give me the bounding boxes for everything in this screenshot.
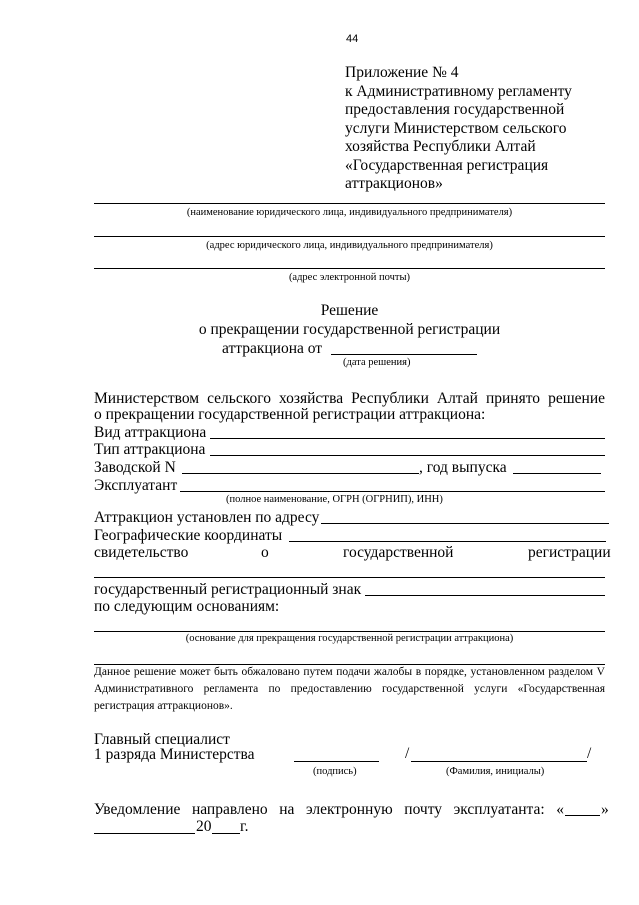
year-field[interactable]	[513, 473, 601, 474]
tip-field[interactable]	[210, 455, 605, 456]
annex-line: хозяйства Республики Алтай	[345, 138, 536, 155]
year-prefix: 20	[196, 818, 212, 835]
annex-line: к Административному регламенту	[345, 82, 572, 100]
legal-entity-caption: (наименование юридического лица, индивидуального предпринимателя)	[186, 207, 513, 218]
decision-subtitle: о прекращении государственной регистрации	[198, 321, 501, 338]
tip-label: Тип аттракциона	[94, 441, 206, 458]
page-number: 44	[346, 33, 359, 45]
intro-line: Министерством сельского хозяйства Республики Алтай принято решение	[94, 390, 605, 407]
decision-title: Решение	[320, 302, 379, 319]
legal-entity-field[interactable]	[94, 203, 605, 204]
serial-field[interactable]	[182, 473, 419, 474]
location-field[interactable]	[321, 523, 609, 524]
signer-name-field[interactable]	[411, 761, 587, 762]
serial-label: Заводской N	[94, 459, 176, 476]
decision-date-label: аттракциона от	[222, 340, 323, 357]
slash: /	[587, 745, 592, 762]
cert-word: свидетельство	[94, 544, 189, 561]
coords-label: Географические координаты	[94, 527, 283, 544]
appeal-note: Данное решение может быть обжаловано путем подачи жалобы в порядке, установленном разделом V Административного регламента по предоставлению государственной услуги «Государственная регистрация аттракционов».	[94, 666, 605, 712]
annex-line: предоставления государственной	[345, 101, 565, 118]
email-caption: (адрес электронной почты)	[288, 272, 411, 283]
year-suffix: г.	[240, 818, 249, 835]
vid-label: Вид аттракциона	[94, 424, 207, 441]
cert-word: о	[261, 544, 269, 561]
notification-month-field[interactable]	[94, 833, 195, 834]
annex-line: аттракционов»	[345, 175, 443, 192]
annex-line: «Государственная регистрация	[345, 156, 549, 174]
signature-caption: (подпись)	[313, 766, 357, 777]
coords-field[interactable]	[289, 541, 606, 542]
email-field[interactable]	[94, 268, 605, 269]
annex-line: услуги Министерством сельского	[345, 119, 567, 137]
reg-sign-label: государственный регистрационный знак	[94, 581, 362, 598]
notification-text: Уведомление направлено на электронную почту эксплуатанта: «	[94, 801, 564, 818]
grounds-caption: (основание для прекращения государственной регистрации аттракциона)	[185, 633, 514, 644]
signer-role: Главный специалист	[94, 731, 230, 748]
decision-date-field[interactable]	[331, 354, 477, 355]
signer-role: 1 разряда Министерства	[94, 746, 255, 763]
quote-close: »	[601, 801, 609, 818]
grounds-label: по следующим основаниям:	[94, 598, 280, 615]
operator-field[interactable]	[180, 491, 605, 492]
decision-date-caption: (дата решения)	[343, 357, 411, 368]
notification-day-field[interactable]	[565, 815, 600, 816]
slash: /	[405, 745, 410, 762]
intro-line: о прекращении государственной регистрации аттракциона:	[94, 406, 486, 423]
vid-field[interactable]	[210, 438, 605, 439]
address-field[interactable]	[94, 236, 605, 237]
operator-caption: (полное наименование, ОГРН (ОГРНИП), ИНН)	[226, 494, 443, 505]
cert-word: государственной	[343, 544, 454, 561]
location-label: Аттракцион установлен по адресу	[94, 509, 320, 526]
signature-field[interactable]	[294, 761, 379, 762]
year-label: , год выпуска	[419, 459, 507, 476]
cert-word: регистрации	[528, 544, 611, 561]
annex-line: Приложение № 4	[345, 64, 459, 81]
operator-label: Эксплуатант	[94, 477, 178, 494]
notification-year-field[interactable]	[212, 833, 240, 834]
signer-name-caption: (Фамилия, инициалы)	[446, 766, 545, 777]
address-caption: (адрес юридического лица, индивидуального предпринимателя)	[206, 240, 493, 251]
annex-header	[345, 64, 572, 194]
grounds-field[interactable]	[94, 631, 605, 632]
cert-field[interactable]	[94, 577, 605, 578]
reg-sign-field[interactable]	[365, 595, 605, 596]
